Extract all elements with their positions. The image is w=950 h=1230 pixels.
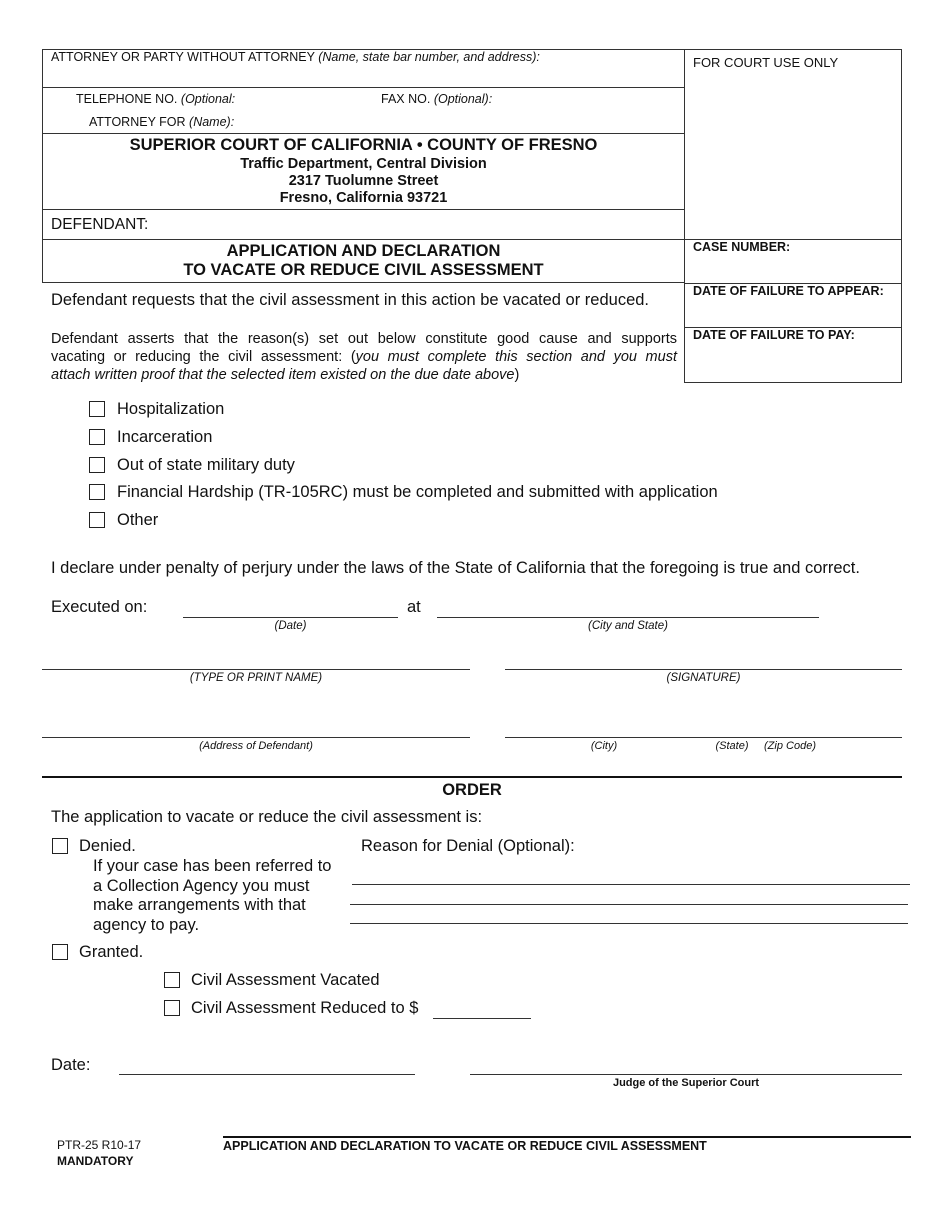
- vacated-label: Civil Assessment Vacated: [191, 971, 380, 989]
- at-label: at: [407, 598, 421, 616]
- address-line[interactable]: [42, 737, 470, 738]
- attorney-for-label: ATTORNEY FOR (Name):: [89, 115, 235, 129]
- judge-caption: Judge of the Superior Court: [612, 1077, 760, 1089]
- hospitalization-checkbox[interactable]: [89, 401, 105, 417]
- denial-reason-line-1[interactable]: [352, 884, 910, 885]
- court-block: [42, 136, 685, 206]
- vacated-checkbox[interactable]: [164, 972, 180, 988]
- assert-text: [51, 330, 677, 384]
- assert-line-1: Defendant asserts that the reason(s) set out below constitute good cause and supports: [51, 331, 677, 347]
- signature-line[interactable]: [505, 669, 902, 670]
- reduced-checkbox[interactable]: [164, 1000, 180, 1016]
- assert-line-3: attach written proof that the selected item existed on the due date above): [51, 367, 520, 383]
- denial-reason-line-2[interactable]: [350, 904, 908, 905]
- judge-signature-line[interactable]: [470, 1074, 902, 1075]
- address-caption: (Address of Defendant): [199, 740, 313, 752]
- denied-checkbox[interactable]: [52, 838, 68, 854]
- defendant-label: DEFENDANT:: [51, 216, 149, 233]
- city-state-zip-line[interactable]: [505, 737, 902, 738]
- order-divider: [42, 776, 902, 778]
- reduced-label: Civil Assessment Reduced to $: [191, 999, 419, 1017]
- financial-hardship-checkbox[interactable]: [89, 484, 105, 500]
- name-line[interactable]: [42, 669, 470, 670]
- incarceration-checkbox[interactable]: [89, 429, 105, 445]
- executed-on-label: Executed on:: [51, 598, 148, 616]
- footer-mandatory: MANDATORY: [57, 1154, 134, 1168]
- court-city: Fresno, California 93721: [279, 190, 448, 206]
- city-state-caption: (City and State): [588, 620, 668, 632]
- court-street: 2317 Tuolumne Street: [288, 173, 439, 189]
- court-name: SUPERIOR COURT OF CALIFORNIA • COUNTY OF FRESNO: [129, 136, 598, 154]
- order-date-line[interactable]: [119, 1074, 415, 1075]
- signature-caption: (SIGNATURE): [666, 672, 741, 684]
- footer-divider: [223, 1136, 911, 1138]
- reason-for-denial-label: Reason for Denial (Optional):: [361, 837, 575, 855]
- military-duty-checkbox[interactable]: [89, 457, 105, 473]
- denied-note: If your case has been referred to a Collection Agency you must make arrangements with that agency to pay.: [93, 857, 332, 934]
- zip-caption: (Zip Code): [764, 740, 816, 752]
- granted-label: Granted.: [79, 943, 144, 961]
- hospitalization-label: Hospitalization: [117, 400, 225, 418]
- date-caption: (Date): [274, 620, 307, 632]
- order-date-label: Date:: [51, 1056, 91, 1074]
- name-caption: (TYPE OR PRINT NAME): [189, 672, 323, 684]
- order-heading: ORDER: [442, 781, 502, 799]
- reduced-amount-line[interactable]: [433, 1018, 531, 1019]
- other-checkbox[interactable]: [89, 512, 105, 528]
- form-title-line2: TO VACATE OR REDUCE CIVIL ASSESSMENT: [183, 261, 544, 279]
- financial-hardship-label: Financial Hardship (TR-105RC) must be completed and submitted with application: [117, 483, 718, 501]
- court-use-label: FOR COURT USE ONLY: [693, 55, 839, 70]
- request-text: Defendant requests that the civil assessment in this action be vacated or reduced.: [51, 291, 650, 309]
- order-intro: The application to vacate or reduce the civil assessment is:: [51, 808, 483, 826]
- state-caption: (State): [715, 740, 749, 752]
- form-title-line1: APPLICATION AND DECLARATION: [226, 242, 501, 260]
- footer-form-id: PTR-25 R10-17: [57, 1138, 142, 1152]
- incarceration-label: Incarceration: [117, 428, 213, 446]
- city-caption: (City): [590, 740, 618, 752]
- court-department: Traffic Department, Central Division: [240, 156, 487, 172]
- date-line[interactable]: [183, 617, 398, 618]
- failure-to-appear-label: DATE OF FAILURE TO APPEAR:: [693, 284, 884, 298]
- city-state-line[interactable]: [437, 617, 819, 618]
- granted-checkbox[interactable]: [52, 944, 68, 960]
- failure-to-pay-label: DATE OF FAILURE TO PAY:: [693, 328, 855, 342]
- perjury-declaration: I declare under penalty of perjury under the laws of the State of California that the foregoing is true and correct.: [51, 559, 860, 577]
- military-duty-label: Out of state military duty: [117, 456, 295, 474]
- attorney-label: ATTORNEY OR PARTY WITHOUT ATTORNEY (Name, state bar number, and address):: [51, 50, 540, 64]
- telephone-label: TELEPHONE NO. (Optional:: [76, 92, 236, 106]
- assert-line-2: vacating or reducing the civil assessment: (you must complete this section and you must: [51, 349, 677, 365]
- denial-reason-line-3[interactable]: [350, 923, 908, 924]
- fax-label: FAX NO. (Optional):: [381, 92, 493, 106]
- footer-title: APPLICATION AND DECLARATION TO VACATE OR REDUCE CIVIL ASSESSMENT: [223, 1139, 707, 1153]
- form-title: [42, 242, 685, 280]
- case-number-label: CASE NUMBER:: [693, 240, 791, 254]
- denied-label: Denied.: [79, 837, 136, 855]
- other-label: Other: [117, 511, 159, 529]
